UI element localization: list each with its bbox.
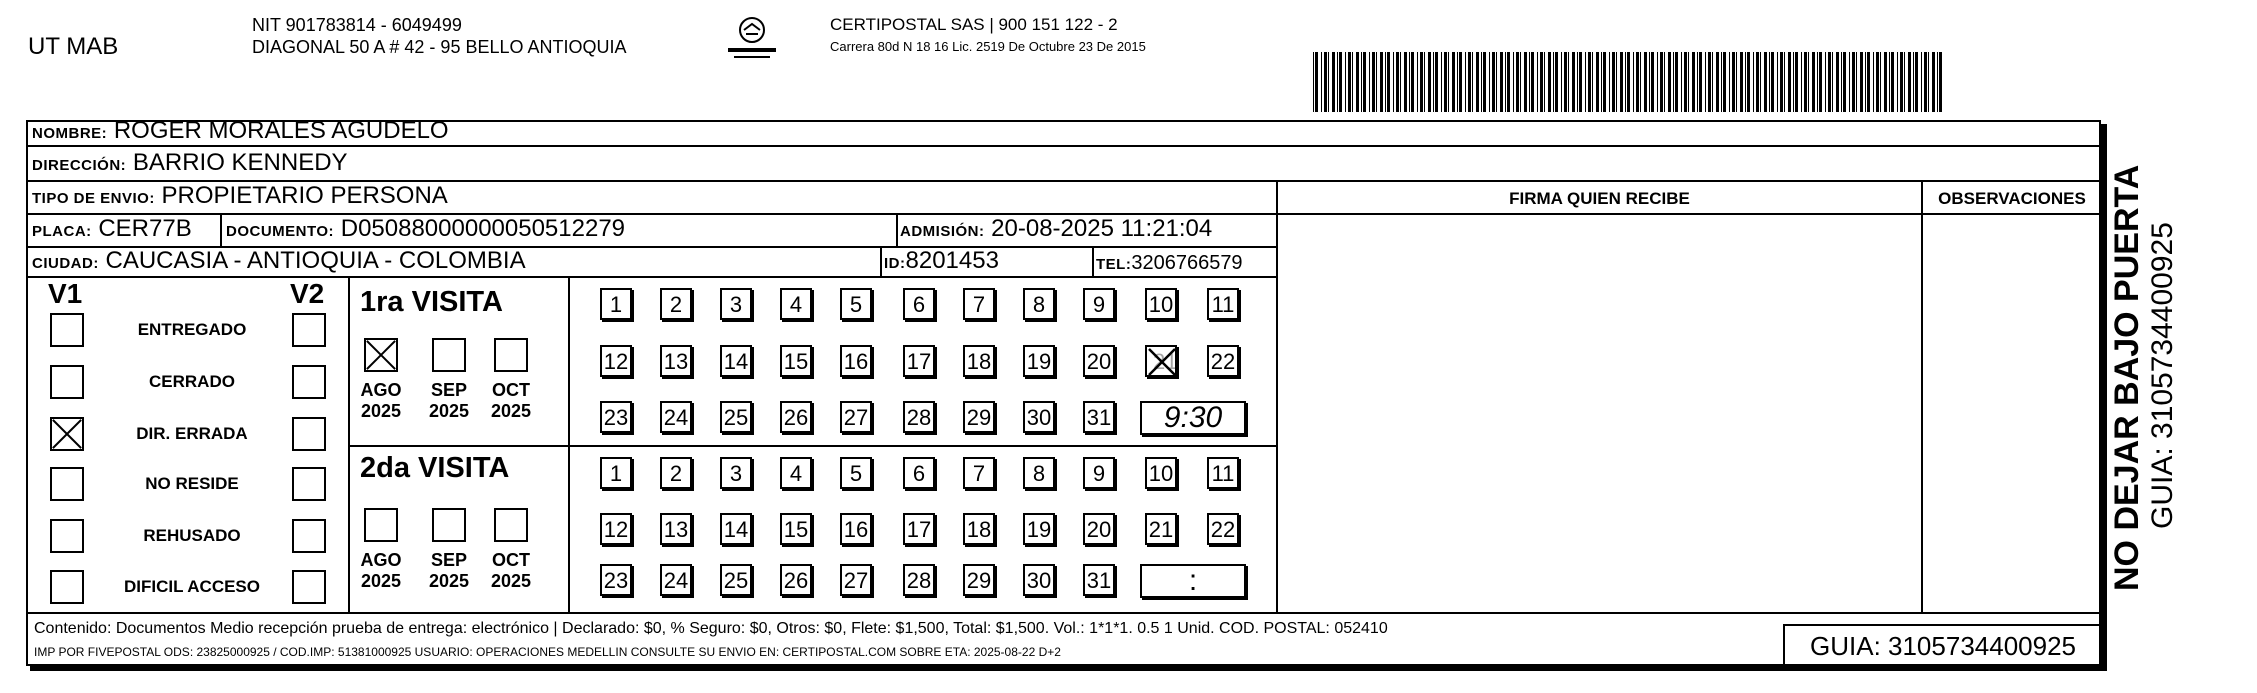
month-label [353, 380, 409, 422]
observaciones-header: OBSERVACIONES [1938, 189, 2086, 208]
day-box[interactable]: 1 [600, 288, 632, 320]
recipient-name-row [32, 117, 449, 148]
v1-checkbox[interactable] [50, 365, 84, 399]
day-box[interactable] [1145, 345, 1177, 377]
admision-cell [900, 215, 1212, 246]
cell-divider [568, 276, 570, 612]
month-label [421, 550, 477, 592]
day-box[interactable]: 27 [840, 564, 872, 596]
cell-divider [880, 246, 882, 276]
month-name: SEP [430, 380, 468, 400]
status-label: DIFICIL ACCESO [123, 577, 260, 596]
day-box[interactable]: 28 [903, 401, 935, 433]
status-label: REHUSADO [143, 526, 241, 545]
month-checkbox[interactable] [494, 338, 528, 372]
month-checkbox[interactable] [432, 508, 466, 542]
day-box[interactable]: 9 [1083, 457, 1115, 489]
day-box[interactable]: 15 [780, 513, 812, 545]
month-label [483, 380, 539, 422]
month-checkbox[interactable] [494, 508, 528, 542]
v1-checkbox[interactable] [50, 519, 84, 553]
side-notice: NO DEJAR BAJO PUERTA [2108, 164, 2146, 591]
day-box[interactable]: 30 [1023, 564, 1055, 596]
day-box[interactable]: 13 [660, 345, 692, 377]
documento-value: D05088000000050512279 [340, 215, 626, 242]
month-year: 2025 [490, 571, 532, 591]
day-box[interactable]: 4 [780, 288, 812, 320]
day-box[interactable]: 2 [660, 457, 692, 489]
day-box[interactable]: 29 [963, 401, 995, 433]
documento-label: DOCUMENTO: [226, 223, 335, 240]
day-box[interactable]: 7 [963, 457, 995, 489]
side-guia: GUIA: 3105734400925 [2146, 222, 2179, 529]
id-cell [884, 247, 999, 278]
shipping-type-row [32, 182, 448, 213]
day-box[interactable]: 21 [1145, 513, 1177, 545]
day-box[interactable]: 29 [963, 564, 995, 596]
day-box[interactable]: 22 [1207, 513, 1239, 545]
placa-label: PLACA: [32, 223, 92, 240]
v2-checkbox[interactable] [292, 570, 326, 604]
month-name: AGO [360, 380, 402, 400]
courier-license: Carrera 80d N 18 16 Lic. 2519 De Octubre 23 De 2015 [830, 39, 1146, 54]
day-box[interactable]: 6 [903, 288, 935, 320]
time-field[interactable]: 9:30 [1140, 401, 1246, 435]
day-box[interactable]: 24 [660, 401, 692, 433]
day-box[interactable]: 8 [1023, 457, 1055, 489]
cell-divider [220, 213, 222, 246]
v2-checkbox[interactable] [292, 467, 326, 501]
status-label: DIR. ERRADA [136, 424, 248, 443]
cell-divider [1092, 246, 1094, 276]
courier-name: CERTIPOSTAL SAS | 900 151 122 - 2 [830, 15, 1118, 34]
shipping-type: PROPIETARIO PERSONA [161, 182, 448, 209]
footer-print-info: IMP POR FIVEPOSTAL ODS: 23825000925 / COD.IMP: 51381000925 USUARIO: OPERACIONES MEDELLIN CONSULTE SU ENVIO EN: CERTIPOSTAL.COM SOBRE ETA: 2025-08-22 D+2 [34, 645, 1061, 659]
month-year: 2025 [360, 571, 402, 591]
day-box[interactable]: 18 [963, 513, 995, 545]
day-box[interactable]: 26 [780, 564, 812, 596]
status-label: NO RESIDE [145, 474, 239, 493]
day-box[interactable]: 16 [840, 345, 872, 377]
month-label [421, 380, 477, 422]
tel-cell [1096, 249, 1243, 279]
day-number: 21 [1153, 349, 1178, 374]
placa-value: CER77B [98, 215, 192, 242]
day-box[interactable]: 10 [1145, 457, 1177, 489]
column-divider [1921, 180, 1923, 612]
barcode-icon [1313, 52, 1947, 112]
v1-checkbox[interactable] [50, 417, 84, 451]
certipostal-logo-icon [722, 12, 782, 66]
sender-name: UT MAB [28, 33, 119, 60]
month-year: 2025 [428, 401, 470, 421]
day-box[interactable]: 18 [963, 345, 995, 377]
day-box[interactable]: 25 [720, 564, 752, 596]
day-box[interactable]: 27 [840, 401, 872, 433]
day-box[interactable]: 28 [903, 564, 935, 596]
day-box[interactable]: 8 [1023, 288, 1055, 320]
id-label: ID: [884, 255, 906, 272]
day-box[interactable]: 19 [1023, 513, 1055, 545]
month-name: OCT [492, 380, 530, 400]
v1-checkbox[interactable] [50, 467, 84, 501]
status-label: CERRADO [149, 372, 235, 391]
day-box[interactable]: 16 [840, 513, 872, 545]
documento-cell [226, 215, 625, 246]
month-name: AGO [360, 550, 402, 570]
ciudad-cell [32, 247, 526, 278]
v2-checkbox[interactable] [292, 519, 326, 553]
ciudad-label: CIUDAD: [32, 255, 99, 272]
admision-value: 20-08-2025 11:21:04 [991, 215, 1213, 242]
day-box[interactable]: 3 [720, 288, 752, 320]
cell-divider [896, 213, 898, 246]
day-box[interactable]: 14 [720, 345, 752, 377]
placa-cell [32, 215, 192, 246]
first-visit-title: 1ra VISITA [360, 286, 503, 318]
day-box[interactable]: 20 [1083, 345, 1115, 377]
day-box[interactable]: 1 [600, 457, 632, 489]
day-box[interactable]: 17 [903, 513, 935, 545]
month-year: 2025 [360, 401, 402, 421]
day-box[interactable]: 3 [720, 457, 752, 489]
day-box[interactable]: 24 [660, 564, 692, 596]
month-checkbox[interactable] [364, 338, 398, 372]
day-box[interactable]: 30 [1023, 401, 1055, 433]
ciudad-value: CAUCASIA - ANTIOQUIA - COLOMBIA [105, 247, 526, 274]
sender-address: DIAGONAL 50 A # 42 - 95 BELLO ANTIOQUIA [252, 37, 627, 57]
frame-shadow [2101, 124, 2107, 670]
v2-checkbox[interactable] [292, 365, 326, 399]
day-box[interactable]: 12 [600, 345, 632, 377]
row-divider [26, 612, 2101, 614]
footer-content: Contenido: Documentos Medio recepción prueba de entrega: electrónico | Declarado: $0, % Seguro: $0, Otros: $0, Flete: $1,500, Total: $1,500. Vol.: 1*1*1. 0.5 1 Unid. COD. POSTAL: 052410 [34, 620, 1388, 637]
row-divider [1923, 213, 2101, 215]
tel-label: TEL: [1096, 256, 1132, 273]
v2-checkbox[interactable] [292, 417, 326, 451]
recipient-address: BARRIO KENNEDY [132, 149, 348, 176]
cell-divider [348, 276, 350, 612]
day-box[interactable]: 5 [840, 457, 872, 489]
day-box[interactable]: 5 [840, 288, 872, 320]
month-year: 2025 [490, 401, 532, 421]
day-box[interactable]: 7 [963, 288, 995, 320]
day-box[interactable]: 12 [600, 513, 632, 545]
month-label [483, 550, 539, 592]
day-box[interactable]: 22 [1207, 345, 1239, 377]
sender-nit: NIT 901783814 - 6049499 [252, 15, 462, 35]
month-label [353, 550, 409, 592]
day-box[interactable]: 31 [1083, 401, 1115, 433]
nombre-label: NOMBRE: [32, 125, 108, 142]
day-box[interactable]: 25 [720, 401, 752, 433]
second-visit-title: 2da VISITA [360, 452, 510, 484]
id-value: 8201453 [905, 247, 999, 274]
month-checkbox[interactable] [364, 508, 398, 542]
day-box[interactable]: 6 [903, 457, 935, 489]
day-box[interactable]: 23 [600, 564, 632, 596]
day-box[interactable]: 2 [660, 288, 692, 320]
tel-value: 3206766579 [1131, 252, 1243, 274]
day-box[interactable]: 26 [780, 401, 812, 433]
month-year: 2025 [428, 571, 470, 591]
courier-info [830, 14, 1146, 58]
day-box[interactable]: 15 [780, 345, 812, 377]
day-box[interactable]: 31 [1083, 564, 1115, 596]
recipient-name: ROGER MORALES AGUDELO [113, 117, 449, 144]
v2-checkbox[interactable] [292, 313, 326, 347]
firma-header: FIRMA QUIEN RECIBE [1509, 189, 1690, 208]
day-box[interactable]: 13 [660, 513, 692, 545]
day-box[interactable]: 4 [780, 457, 812, 489]
month-name: OCT [492, 550, 530, 570]
day-box[interactable]: 20 [1083, 513, 1115, 545]
time-field[interactable]: : [1140, 564, 1246, 598]
status-label: ENTREGADO [137, 320, 247, 339]
v1-checkbox[interactable] [50, 570, 84, 604]
v2-header: V2 [290, 278, 325, 309]
visit-divider [348, 445, 1276, 447]
direccion-label: DIRECCIÓN: [32, 157, 127, 174]
tipo-label: TIPO DE ENVIO: [32, 190, 155, 207]
address-row [32, 149, 348, 180]
day-box[interactable]: 17 [903, 345, 935, 377]
month-checkbox[interactable] [432, 338, 466, 372]
column-divider [1276, 180, 1278, 612]
day-box[interactable]: 9 [1083, 288, 1115, 320]
day-box[interactable]: 11 [1207, 457, 1239, 489]
v1-header: V1 [48, 278, 83, 309]
day-box[interactable]: 23 [600, 401, 632, 433]
v1-checkbox[interactable] [50, 313, 84, 347]
admision-label: ADMISIÓN: [900, 223, 985, 240]
frame-shadow [30, 666, 2107, 671]
day-box[interactable]: 10 [1145, 288, 1177, 320]
sender-info [252, 14, 627, 58]
day-box[interactable]: 14 [720, 513, 752, 545]
day-box[interactable]: 11 [1207, 288, 1239, 320]
day-box[interactable]: 19 [1023, 345, 1055, 377]
guia-number: GUIA: 3105734400925 [1783, 624, 2101, 666]
month-name: SEP [430, 550, 468, 570]
